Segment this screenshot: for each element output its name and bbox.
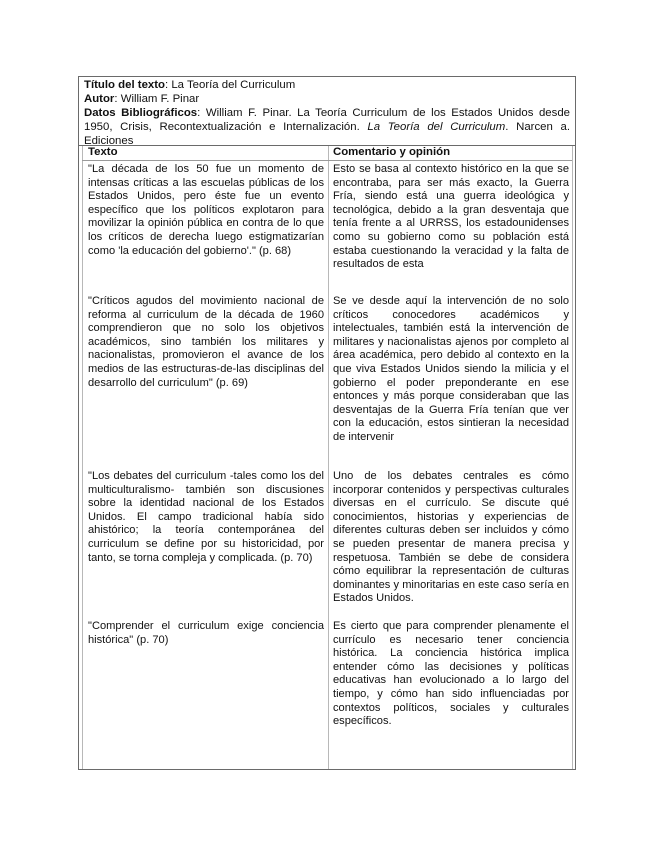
table-header-row	[82, 146, 572, 161]
document-sheet	[78, 76, 576, 770]
row-2-text: "Críticos agudos del movimiento nacional de reforma al curriculum de la década de 1960 comprendieron que no solo los objetivos académicos, sino también los militares y nacionalistas, promovieron el avance de los medios de las estructuras-de-las disciplinas del desarrollo del curriculum" (p. 69)	[88, 295, 324, 389]
bibliography-line	[84, 106, 570, 148]
column-header-text: Texto	[88, 146, 118, 158]
table-column-divider	[328, 146, 329, 769]
table-border-left	[82, 146, 83, 769]
row-1-text: "La década de los 50 fue un momento de intensas críticas a las escuelas públicas de los Estados Unidos, pero éste fue un evento específico que los políticos explotaron para movilizar la opinión pública en contra de lo que los críticos de derecha luego estigmatizarían como 'la educación del gobierno'." (p. 68)	[88, 163, 324, 257]
row-1-comment: Esto se basa al contexto histórico en la que se encontraba, para ser más exacto, la Guerra Fría, siendo está una guerra ideológica y tecnológica, debido a la gran desventaja que tenía frente a al URRSS, los estadounidenses como su gobierno como su población está estaba cuestionando la veracidad y la falta de resultados de esta	[333, 163, 569, 271]
bibliography-book-title: La Teoría del Curriculum	[367, 121, 506, 133]
bibliography-label: Datos Bibliográficos	[84, 107, 198, 119]
title-line	[84, 78, 570, 92]
column-header-comment: Comentario y opinión	[333, 146, 451, 158]
author-label: Autor	[84, 93, 115, 105]
bibliography-value: : William F. Pinar. La Teoría Curriculum de los Estados Unidos desde 1950, Crisis, Recontextualización e Internalización.	[84, 107, 570, 133]
table-border-right	[572, 146, 573, 769]
document-header	[79, 77, 575, 146]
title-label: Título del texto	[84, 79, 165, 91]
author-line	[84, 92, 570, 106]
row-3-text: "Los debates del curriculum -tales como los del multiculturalismo- también son discusiones sobre la identidad nacional de los Estados Unidos. El campo tradicional había sido ahistórico; la teoría contemporánea del curriculum se define por su historicidad, por tanto, se torna compleja y complicada. (p. 70)	[88, 470, 324, 564]
row-3-comment: Uno de los debates centrales es cómo incorporar contenidos y perspectivas culturales diversas en el currículo. Se discute qué conocimientos, historias y experiencias de diferentes culturas deben ser incluidos y cómo se pueden presentar de manera precisa y respetuosa. También se debe de considera cómo equilibrar la representación de culturas dominantes y minoritarias en este caso sería en Estados Unidos.	[333, 470, 569, 605]
bibliography-tail: . Narcen a. Ediciones	[84, 121, 571, 147]
title-value: : La Teoría del Curriculum	[165, 79, 296, 91]
row-4-comment: Es cierto que para comprender plenamente el currículo es necesario tener conciencia histórica. La conciencia histórica implica entender cómo las decisiones y políticas educativas han evolucionado a lo largo del tiempo, y cómo han sido influenciadas por contextos políticos, sociales y culturales específicos.	[333, 620, 569, 728]
row-4-text: "Comprender el curriculum exige conciencia histórica" (p. 70)	[88, 620, 324, 646]
quotes-table	[79, 146, 575, 769]
row-2-comment: Se ve desde aquí la intervención de no solo críticos conocedores académicos y intelectuales, también está la intervención de militares y nacionalistas ajenos por completo al área académica, pero debido al contexto en la que viva Estados Unidos siendo la milicia y el gobierno el poder preponderante en ese entonces y más porque consideraban que las desventajas de la Guerra Fría tenían que ver con la educación, estos sintieran la necesidad de intervenir	[333, 295, 569, 443]
author-value: : William F. Pinar	[114, 93, 200, 105]
